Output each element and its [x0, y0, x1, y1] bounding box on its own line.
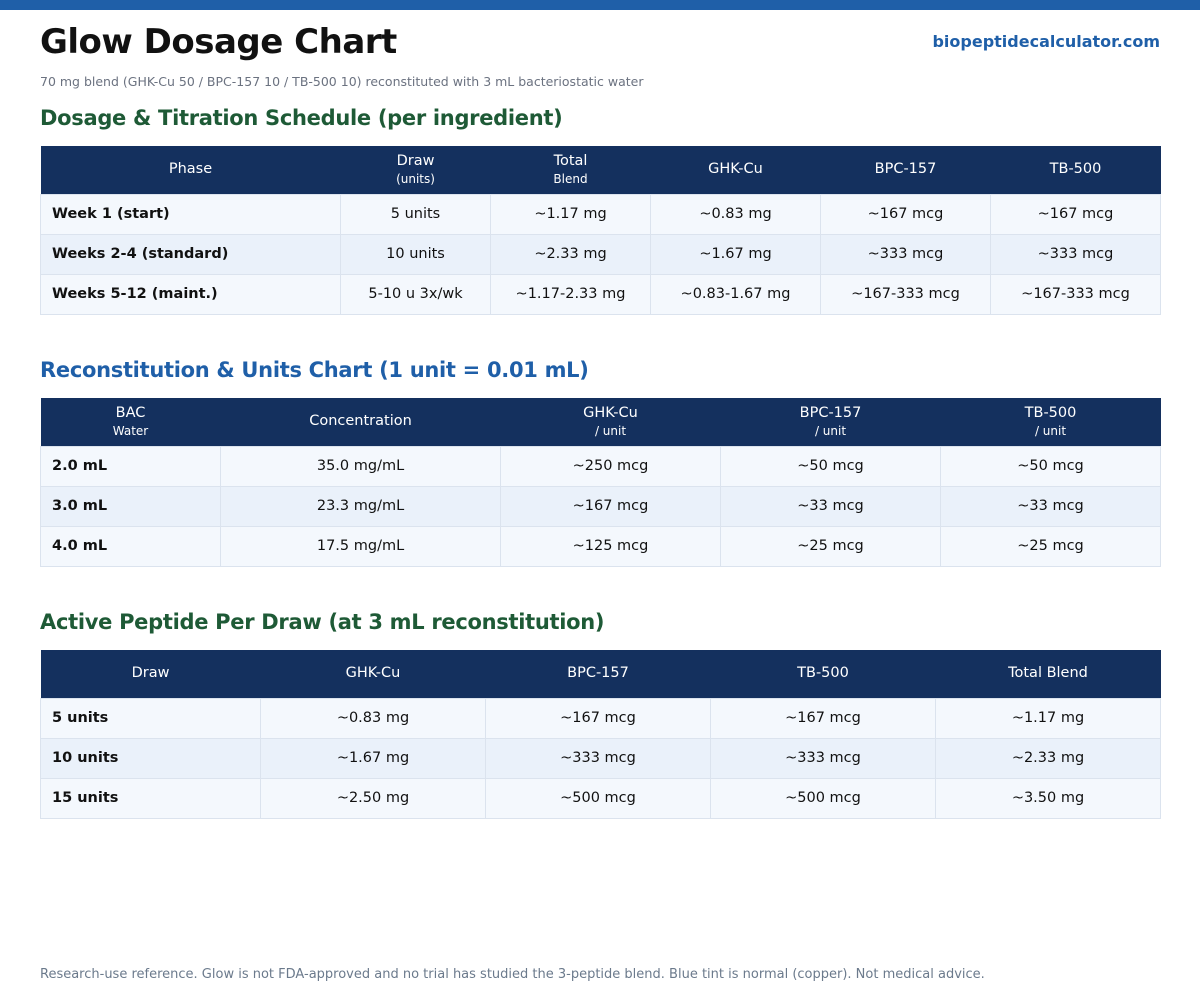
table-cell: ~0.83 mg [261, 698, 486, 738]
dosage-header-row [41, 146, 1161, 194]
dosage-header-ghk-cu: GHK-Cu [651, 146, 821, 194]
recon-header-concentration: Concentration [221, 398, 501, 446]
table-cell: ~500 mcg [486, 778, 711, 818]
table-cell: ~1.17 mg [491, 194, 651, 234]
dosage-header-phase: Phase [41, 146, 341, 194]
table-cell: 5-10 u 3x/wk [341, 274, 491, 314]
active-header-total-blend: Total Blend [936, 650, 1161, 698]
table-cell: ~1.67 mg [261, 738, 486, 778]
dosage-header-draw: Draw (units) [341, 146, 491, 194]
table-row [41, 526, 1161, 566]
table-cell: ~333 mcg [991, 234, 1161, 274]
dosage-header-total-blend: Total Blend [491, 146, 651, 194]
table-cell: ~333 mcg [486, 738, 711, 778]
table-cell: 17.5 mg/mL [221, 526, 501, 566]
table-row [41, 194, 1161, 234]
table-cell: ~2.33 mg [491, 234, 651, 274]
page-title: Glow Dosage Chart [40, 22, 397, 62]
table-cell: Weeks 2-4 (standard) [41, 234, 341, 274]
table-cell: 15 units [41, 778, 261, 818]
table-cell: ~50 mcg [721, 446, 941, 486]
table-cell: ~167 mcg [821, 194, 991, 234]
table-cell: ~33 mcg [941, 486, 1161, 526]
recon-section-title: Reconstitution & Units Chart (1 unit = 0.01 mL) [40, 358, 589, 382]
table-cell: 23.3 mg/mL [221, 486, 501, 526]
table-cell: 4.0 mL [41, 526, 221, 566]
table-cell: ~167-333 mcg [991, 274, 1161, 314]
active-header-row [41, 650, 1161, 698]
table-cell: ~250 mcg [501, 446, 721, 486]
table-cell: ~3.50 mg [936, 778, 1161, 818]
dosage-section-title: Dosage & Titration Schedule (per ingredient) [40, 106, 563, 130]
active-header-draw: Draw [41, 650, 261, 698]
table-cell: ~25 mcg [941, 526, 1161, 566]
recon-header-ghk-cu: GHK-Cu / unit [501, 398, 721, 446]
table-cell: ~1.67 mg [651, 234, 821, 274]
table-cell: 5 units [341, 194, 491, 234]
table-row [41, 446, 1161, 486]
site-link[interactable]: biopeptidecalculator.com [932, 32, 1160, 51]
active-section-title: Active Peptide Per Draw (at 3 mL reconstitution) [40, 610, 605, 634]
active-header-bpc-157: BPC-157 [486, 650, 711, 698]
recon-header-bac-water: BAC Water [41, 398, 221, 446]
table-row [41, 486, 1161, 526]
recon-header-row [41, 398, 1161, 446]
table-cell: 10 units [41, 738, 261, 778]
table-cell: ~25 mcg [721, 526, 941, 566]
table-cell: 35.0 mg/mL [221, 446, 501, 486]
table-row [41, 738, 1161, 778]
table-row [41, 274, 1161, 314]
table-cell: ~167 mcg [501, 486, 721, 526]
active-table [40, 650, 1161, 819]
active-header-tb-500: TB-500 [711, 650, 936, 698]
table-row [41, 234, 1161, 274]
table-cell: ~500 mcg [711, 778, 936, 818]
table-cell: ~1.17-2.33 mg [491, 274, 651, 314]
table-row [41, 778, 1161, 818]
recon-header-tb-500: TB-500 / unit [941, 398, 1161, 446]
table-cell: ~33 mcg [721, 486, 941, 526]
table-cell: ~2.50 mg [261, 778, 486, 818]
table-cell: ~2.33 mg [936, 738, 1161, 778]
recon-table [40, 398, 1161, 567]
table-row [41, 698, 1161, 738]
table-cell: ~167 mcg [991, 194, 1161, 234]
dosage-header-bpc-157: BPC-157 [821, 146, 991, 194]
recon-header-bpc-157: BPC-157 / unit [721, 398, 941, 446]
page-subtitle: 70 mg blend (GHK-Cu 50 / BPC-157 10 / TB-500 10) reconstituted with 3 mL bacteriostatic water [40, 74, 644, 89]
table-cell: 3.0 mL [41, 486, 221, 526]
active-header-ghk-cu: GHK-Cu [261, 650, 486, 698]
table-cell: 2.0 mL [41, 446, 221, 486]
table-cell: 10 units [341, 234, 491, 274]
table-cell: ~0.83 mg [651, 194, 821, 234]
table-cell: ~0.83-1.67 mg [651, 274, 821, 314]
table-cell: Week 1 (start) [41, 194, 341, 234]
footer-disclaimer: Research-use reference. Glow is not FDA-approved and no trial has studied the 3-peptide blend. Blue tint is normal (copper). Not medical advice. [40, 967, 985, 982]
table-cell: ~333 mcg [711, 738, 936, 778]
table-cell: ~125 mcg [501, 526, 721, 566]
table-cell: Weeks 5-12 (maint.) [41, 274, 341, 314]
dosage-header-tb-500: TB-500 [991, 146, 1161, 194]
table-cell: ~333 mcg [821, 234, 991, 274]
table-cell: ~1.17 mg [936, 698, 1161, 738]
table-cell: 5 units [41, 698, 261, 738]
table-cell: ~167-333 mcg [821, 274, 991, 314]
top-accent-bar [0, 0, 1200, 10]
table-cell: ~167 mcg [711, 698, 936, 738]
table-cell: ~167 mcg [486, 698, 711, 738]
dosage-table [40, 146, 1161, 315]
table-cell: ~50 mcg [941, 446, 1161, 486]
